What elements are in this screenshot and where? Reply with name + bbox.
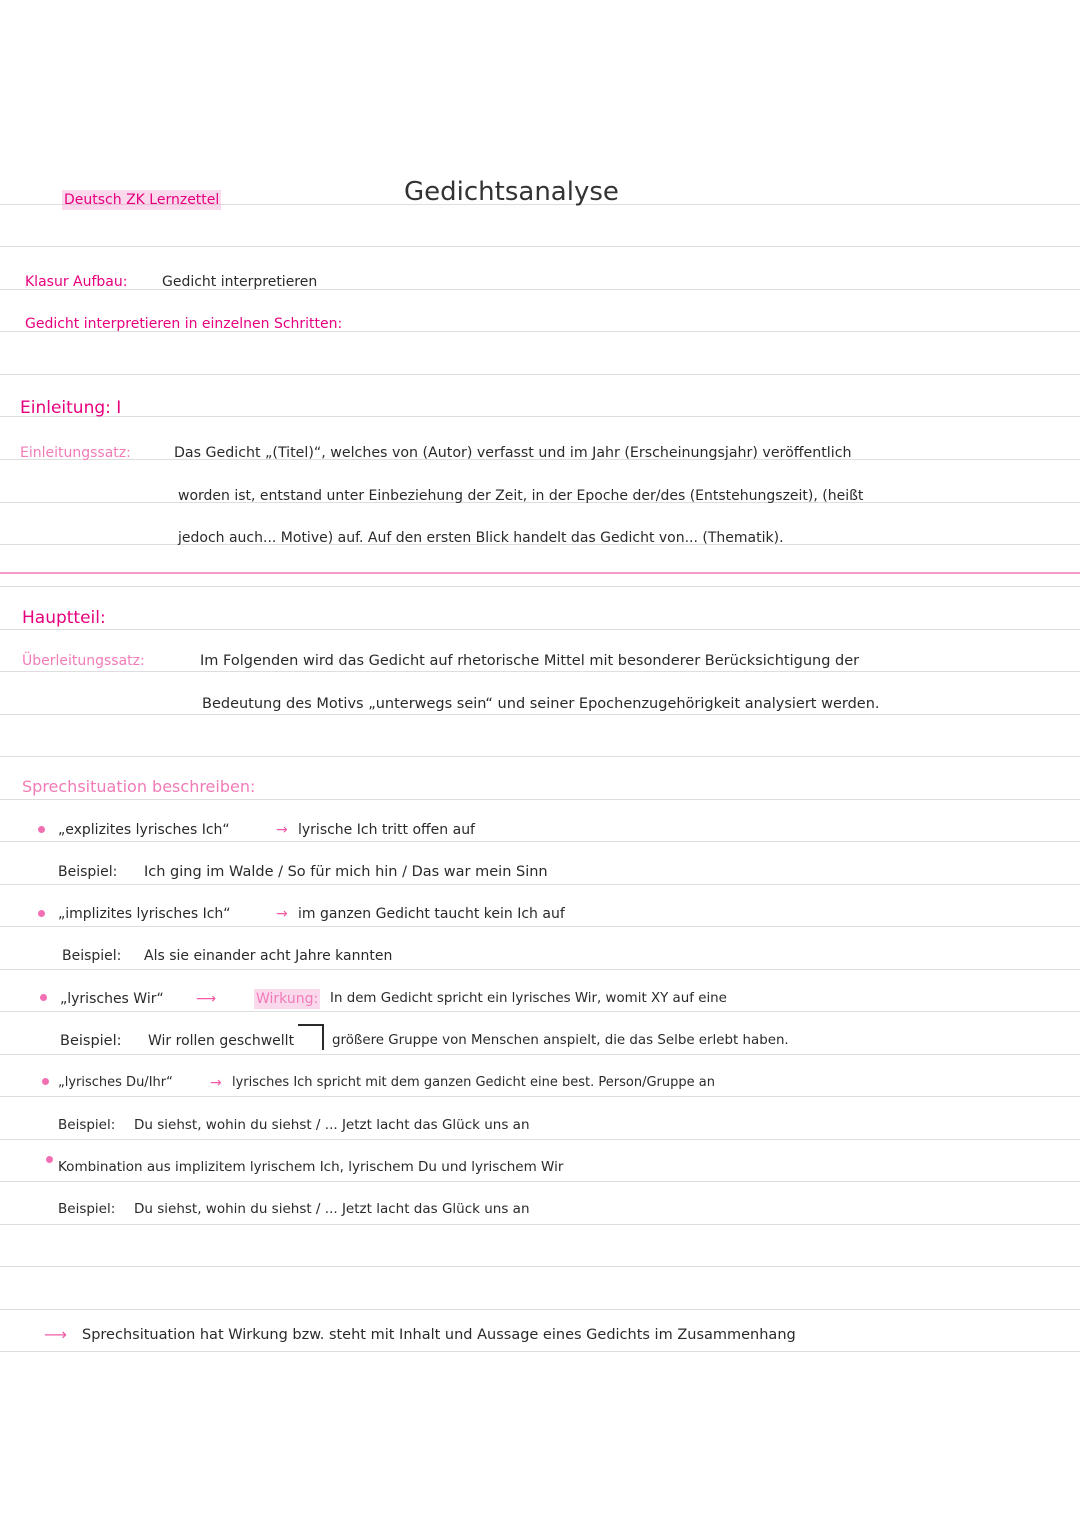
ruled-line — [0, 1266, 1080, 1267]
item-desc: lyrisches Ich spricht mit dem ganzen Gedicht eine best. Person/Gruppe an — [232, 1075, 715, 1090]
bullet — [40, 994, 47, 1001]
example-text: Ich ging im Walde / So für mich hin / Das war mein Sinn — [144, 864, 548, 880]
einleitungssatz-label: Einleitungssatz: — [20, 445, 131, 461]
ruled-line — [0, 714, 1080, 715]
section-divider — [0, 572, 1080, 574]
arrow-icon: ⟶ — [44, 1325, 67, 1344]
ruled-line — [0, 671, 1080, 672]
wirkung-label: Wirkung: — [256, 991, 319, 1007]
klasur-text: Gedicht interpretieren — [162, 274, 318, 290]
bullet — [42, 1078, 49, 1085]
example-label: Beispiel: — [60, 1033, 122, 1049]
ruled-line — [0, 1096, 1080, 1097]
ruled-line — [0, 926, 1080, 927]
ruled-line — [0, 629, 1080, 630]
course-label: Deutsch ZK Lernzettel — [64, 192, 220, 208]
ruled-line — [0, 1139, 1080, 1140]
example-text: Du siehst, wohin du siehst / ... Jetzt lacht das Glück uns an — [134, 1201, 530, 1217]
hauptteil-heading: Hauptteil: — [22, 608, 106, 628]
ruled-line — [0, 1011, 1080, 1012]
steps-heading: Gedicht interpretieren in einzelnen Schritten: — [25, 316, 343, 332]
conclusion-text: Sprechsituation hat Wirkung bzw. steht mit Inhalt und Aussage eines Gedichts im Zusammenhang — [82, 1327, 796, 1343]
ruled-line — [0, 416, 1080, 417]
arrow-icon: → — [210, 1075, 222, 1091]
bullet — [38, 910, 45, 917]
example-label: Beispiel: — [58, 1201, 116, 1217]
einleitung-line: worden ist, entstand unter Einbeziehung der Zeit, in der Epoche der/des (Entstehungszeit), (heißt — [178, 488, 864, 504]
bullet — [38, 826, 45, 833]
example-text: Als sie einander acht Jahre kannten — [144, 948, 393, 964]
ruled-line — [0, 1351, 1080, 1352]
item-desc: lyrische Ich tritt offen auf — [298, 822, 475, 838]
bracket — [298, 1024, 324, 1050]
hauptteil-line: Bedeutung des Motivs „unterwegs sein“ und seiner Epochenzugehörigkeit analysiert werden. — [202, 696, 880, 712]
item-desc: In dem Gedicht spricht ein lyrisches Wir, womit XY auf eine — [330, 991, 727, 1006]
ruled-line — [0, 374, 1080, 375]
ruled-line — [0, 1181, 1080, 1182]
arrow-icon: → — [276, 822, 288, 838]
ruled-line — [0, 246, 1080, 247]
bullet — [46, 1156, 53, 1163]
sprechsituation-heading: Sprechsituation beschreiben: — [22, 777, 256, 796]
einleitung-line: jedoch auch... Motive) auf. Auf den ersten Blick handelt das Gedicht von... (Thematik). — [178, 530, 784, 546]
hauptteil-line: Im Folgenden wird das Gedicht auf rhetorische Mittel mit besonderer Berücksichtigung der — [200, 653, 860, 669]
item-term: „explizites lyrisches Ich“ — [58, 822, 230, 838]
example-text: Wir rollen geschwellt — [148, 1033, 295, 1049]
ruled-line — [0, 586, 1080, 587]
item-term: „lyrisches Wir“ — [60, 991, 164, 1007]
example-label: Beispiel: — [58, 864, 118, 880]
ruled-line — [0, 969, 1080, 970]
page-title: Gedichtsanalyse — [404, 177, 619, 207]
example-label: Beispiel: — [58, 1117, 116, 1133]
ueberleitungssatz-label: Überleitungssatz: — [22, 653, 145, 669]
ruled-line — [0, 1054, 1080, 1055]
item-term: Kombination aus implizitem lyrischem Ich, lyrischem Du und lyrischem Wir — [58, 1159, 564, 1175]
ruled-line — [0, 841, 1080, 842]
example-continuation: größere Gruppe von Menschen anspielt, die das Selbe erlebt haben. — [332, 1033, 789, 1048]
einleitung-heading: Einleitung: I — [20, 398, 122, 418]
arrow-icon: → — [276, 906, 288, 922]
klasur-label: Klasur Aufbau: — [25, 274, 128, 290]
example-label: Beispiel: — [62, 948, 122, 964]
arrow-icon: ⟶ — [196, 991, 217, 1007]
item-term: „implizites lyrisches Ich“ — [58, 906, 231, 922]
item-desc: im ganzen Gedicht taucht kein Ich auf — [298, 906, 565, 922]
ruled-line — [0, 884, 1080, 885]
example-text: Du siehst, wohin du siehst / ... Jetzt lacht das Glück uns an — [134, 1117, 530, 1133]
einleitung-line: Das Gedicht „(Titel)“, welches von (Autor) verfasst und im Jahr (Erscheinungsjahr) veröffentlich — [174, 445, 852, 461]
ruled-line — [0, 1224, 1080, 1225]
ruled-line — [0, 799, 1080, 800]
ruled-line — [0, 1309, 1080, 1310]
item-term: „lyrisches Du/Ihr“ — [58, 1075, 173, 1090]
ruled-line — [0, 756, 1080, 757]
